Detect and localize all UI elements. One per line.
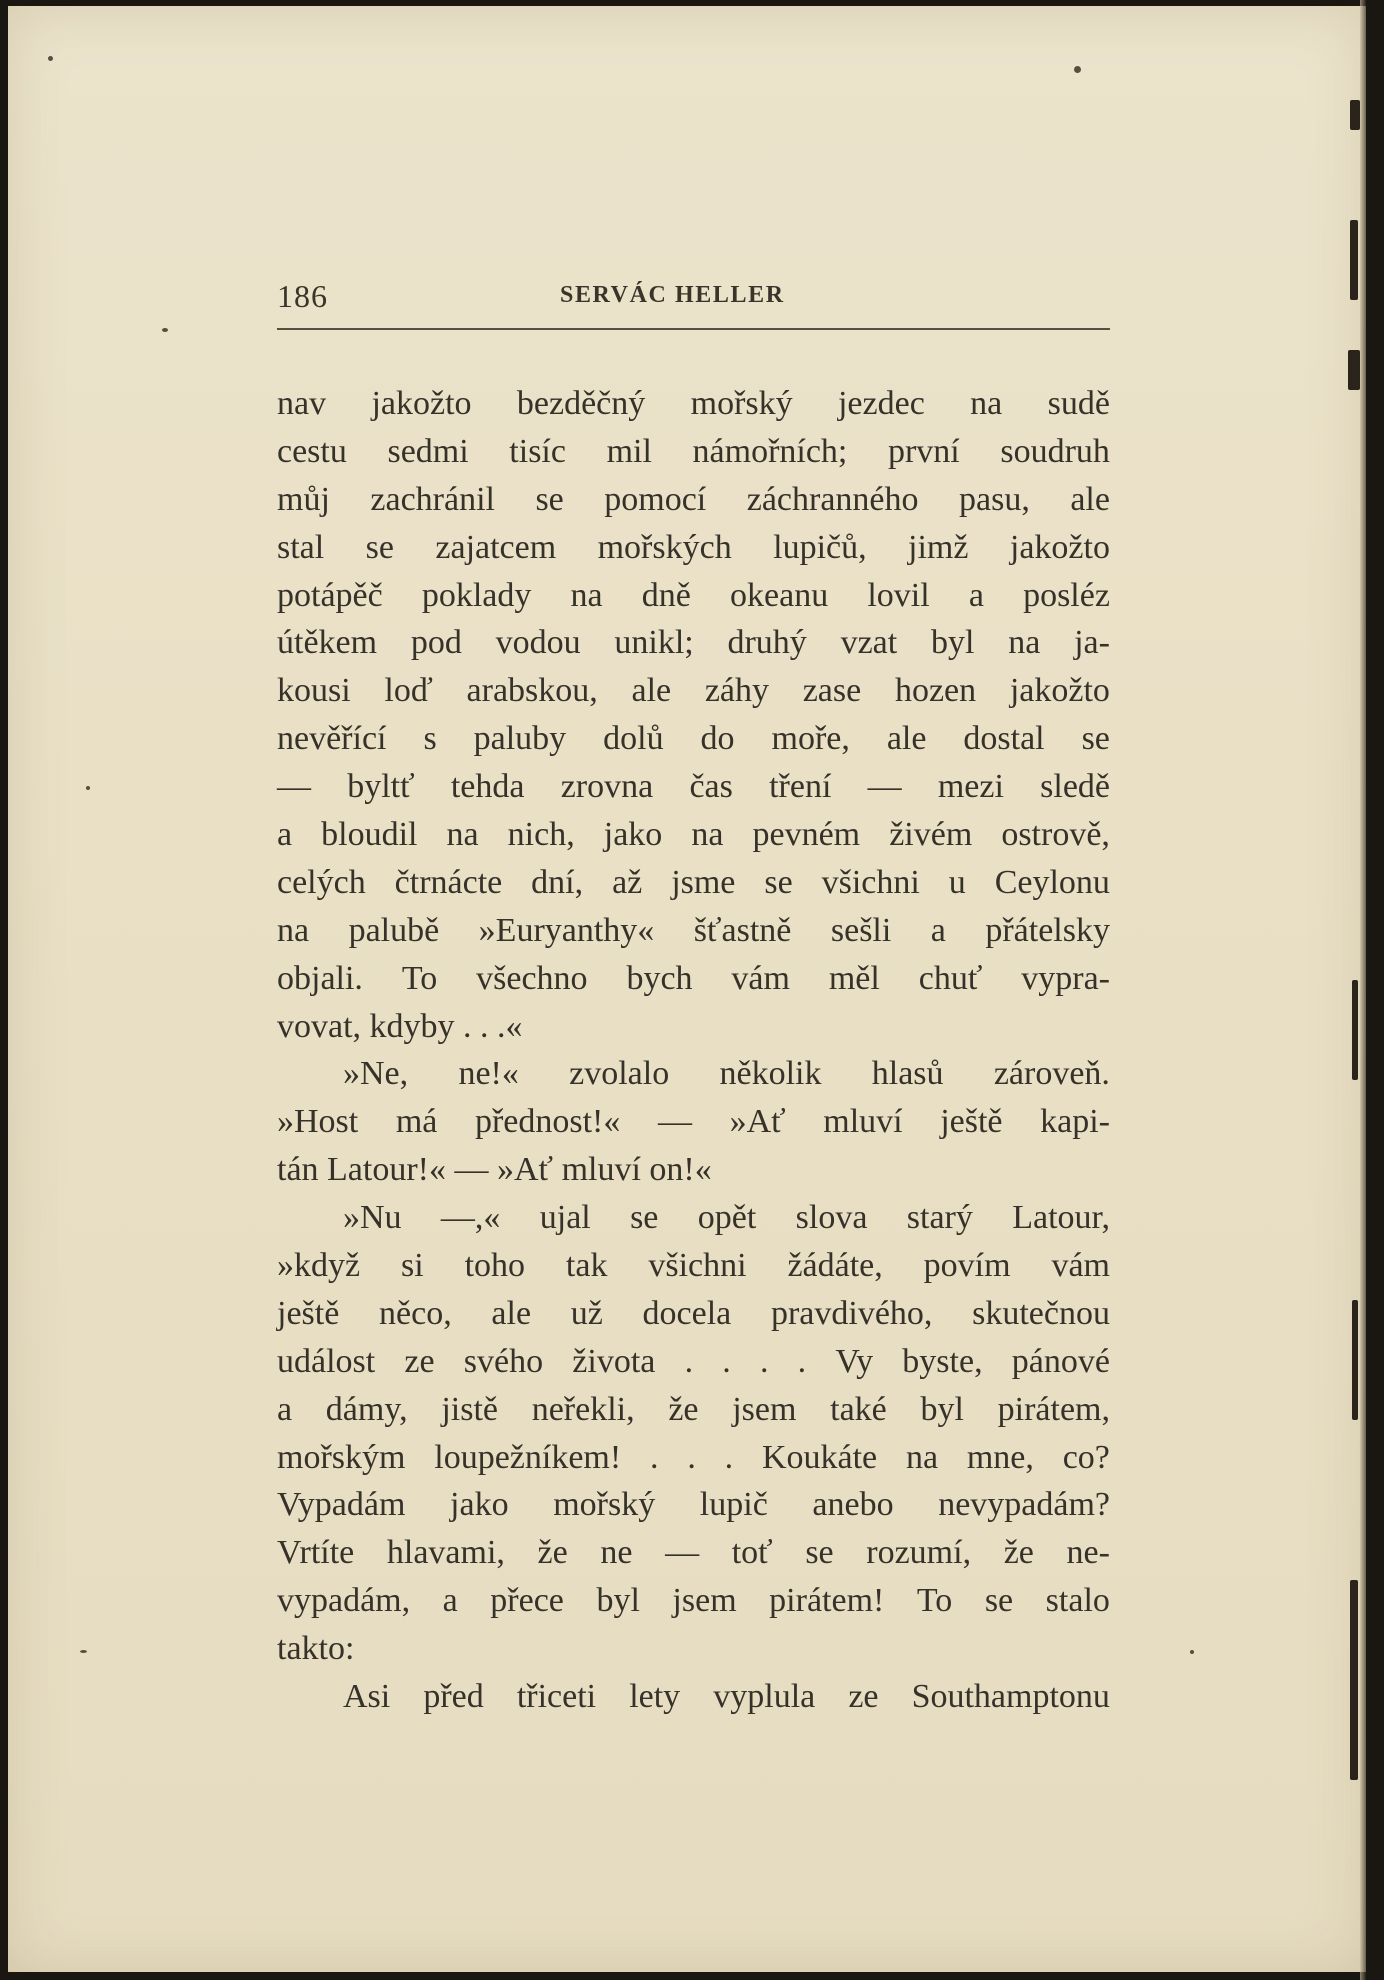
word: mluví	[823, 1103, 903, 1141]
word: objali.	[277, 959, 363, 997]
word: pirátem,	[997, 1390, 1110, 1428]
word: vám	[731, 959, 790, 997]
word: bloudil	[321, 816, 418, 854]
word: kapi-	[1040, 1103, 1110, 1141]
word: ujal	[539, 1199, 591, 1237]
word: »Euryanthy«	[478, 911, 655, 949]
text-line-content: tán Latour!« — »Ať mluví on!«	[277, 1151, 712, 1189]
word: Vy	[835, 1342, 874, 1380]
word: hlasů	[871, 1055, 944, 1093]
word: pod	[410, 624, 462, 662]
word: jako	[603, 816, 663, 854]
word: ze	[404, 1342, 435, 1380]
word: vypra-	[1021, 959, 1110, 997]
word: loď	[384, 672, 433, 710]
text-line	[277, 1338, 1110, 1386]
word: Vrtíte	[277, 1534, 355, 1572]
text-line	[277, 1098, 1110, 1146]
word: měl	[828, 959, 880, 997]
word: pánové	[1011, 1342, 1110, 1380]
text-line	[277, 1625, 1110, 1673]
text-line	[277, 667, 1110, 715]
word: má	[395, 1103, 438, 1141]
word: starý	[906, 1199, 973, 1237]
word: se	[805, 1534, 834, 1572]
word: —	[657, 1103, 692, 1141]
word: několik	[719, 1055, 822, 1093]
paper-speck	[80, 1650, 87, 1653]
word: až	[612, 863, 643, 901]
word: bych	[626, 959, 693, 997]
word: Vypadám	[277, 1486, 406, 1524]
text-line	[277, 1290, 1110, 1338]
text-line	[277, 763, 1110, 811]
word: To	[916, 1582, 953, 1620]
word: .	[722, 1342, 731, 1380]
word: všechno	[476, 959, 588, 997]
word: jakožto	[1009, 528, 1110, 566]
text-line	[277, 1386, 1110, 1434]
word: jsem	[672, 1582, 737, 1620]
paper-speck	[162, 328, 168, 332]
text-line	[277, 1577, 1110, 1625]
word: Latour,	[1012, 1199, 1110, 1237]
word: soudruh	[1000, 432, 1110, 470]
word: »Ne,	[343, 1055, 409, 1093]
word: na	[970, 385, 1003, 422]
word: .	[650, 1438, 659, 1476]
word: nevypadám?	[938, 1486, 1110, 1524]
word: ne!«	[458, 1055, 519, 1093]
word: »když	[277, 1247, 361, 1285]
binding-mark	[1350, 220, 1358, 300]
word: tisíc	[509, 432, 566, 470]
word: ostrově,	[1001, 816, 1110, 854]
paper-speck	[86, 786, 90, 790]
word: zvolalo	[569, 1055, 670, 1093]
word: svého	[463, 1342, 544, 1380]
word: všichni	[821, 863, 920, 901]
word: vyplula	[713, 1678, 816, 1716]
word: můj	[277, 480, 330, 518]
word: záchranného	[746, 480, 919, 518]
text-line	[277, 715, 1110, 763]
word: posléz	[1023, 576, 1110, 614]
word: paluby	[473, 720, 567, 758]
word: nav	[277, 385, 327, 422]
binding-mark	[1350, 100, 1360, 130]
word: —	[867, 768, 902, 806]
text-line-content: takto:	[277, 1630, 355, 1668]
word: stalo	[1045, 1582, 1110, 1620]
word: že	[1003, 1534, 1034, 1572]
word: nevěřící	[277, 720, 387, 758]
word: žádáte,	[787, 1247, 883, 1285]
word: mne,	[966, 1438, 1034, 1476]
word: mořský	[553, 1486, 656, 1524]
word: a	[277, 1390, 293, 1428]
word: jistě	[441, 1390, 499, 1428]
text-line	[277, 1003, 1110, 1051]
text-line	[277, 572, 1110, 620]
word: pevném	[752, 816, 861, 854]
word: byste,	[902, 1342, 983, 1380]
word: dostal	[963, 720, 1045, 758]
word: dně	[641, 576, 691, 614]
word: první	[887, 432, 960, 470]
word: rozumí,	[866, 1534, 972, 1572]
text-line	[277, 1050, 1110, 1098]
word: druhý	[727, 624, 807, 662]
word: vzat	[840, 624, 898, 662]
word: hozen	[894, 672, 977, 710]
word: lupič	[699, 1486, 768, 1524]
word: jsem	[732, 1390, 797, 1428]
word: —	[277, 768, 311, 806]
word: cestu	[277, 432, 347, 470]
word: všichni	[648, 1247, 747, 1285]
paper-speck	[48, 56, 53, 61]
word: na	[446, 816, 479, 854]
word: jako	[450, 1486, 509, 1524]
word: —,«	[440, 1199, 501, 1237]
text-line-content: vovat, kdyby . . .«	[277, 1007, 523, 1045]
word: událost	[277, 1342, 376, 1380]
text-line	[277, 955, 1110, 1003]
word: také	[830, 1390, 887, 1428]
word: jezdec	[837, 385, 925, 422]
word: se	[535, 480, 564, 518]
word: ze	[848, 1678, 879, 1716]
word: co?	[1062, 1438, 1110, 1476]
word: povím	[923, 1247, 1011, 1285]
body-text	[277, 380, 1110, 1721]
text-line	[277, 524, 1110, 572]
word: jimž	[908, 528, 969, 566]
word: anebo	[812, 1486, 894, 1524]
word: .	[684, 1342, 694, 1380]
binding-mark	[1352, 1300, 1358, 1420]
word: mil	[606, 432, 652, 470]
text-line	[277, 476, 1110, 524]
word: ne	[600, 1534, 633, 1572]
word: útěkem	[277, 624, 378, 662]
word: loupežníkem!	[434, 1438, 622, 1476]
word: už	[570, 1294, 603, 1332]
text-line	[277, 1146, 1110, 1194]
word: toť	[731, 1534, 773, 1572]
word: ne-	[1066, 1534, 1110, 1572]
word: mořských	[597, 528, 732, 566]
word: byl	[596, 1582, 640, 1620]
text-line	[277, 619, 1110, 667]
word: sudě	[1047, 385, 1110, 422]
word: se	[984, 1582, 1014, 1620]
text-line	[277, 428, 1110, 476]
word: zajatcem	[435, 528, 557, 566]
word: přátelsky	[985, 911, 1110, 949]
paper-speck	[1074, 66, 1081, 73]
word: na	[905, 1438, 939, 1476]
word: tehda	[450, 768, 525, 806]
word: tření	[769, 768, 832, 806]
word: »Ať	[729, 1103, 786, 1141]
word: dní,	[531, 863, 584, 901]
page-gutter	[1360, 0, 1366, 1980]
word: na	[277, 911, 310, 949]
word: arabskou,	[466, 672, 598, 710]
word: opět	[697, 1199, 757, 1237]
word: vám	[1051, 1247, 1110, 1285]
word: ja-	[1074, 624, 1110, 662]
word: do	[700, 720, 735, 758]
word: jakožto	[1009, 672, 1110, 710]
word: sedmi	[387, 432, 469, 470]
word: tak	[565, 1247, 608, 1285]
text-line	[277, 1434, 1110, 1482]
word: dámy,	[325, 1390, 408, 1428]
word: na	[1008, 624, 1041, 662]
word: jakožto	[371, 385, 472, 422]
word: že	[537, 1534, 568, 1572]
word: neřekli,	[531, 1390, 635, 1428]
text-line	[277, 1242, 1110, 1290]
word: byl	[930, 624, 975, 662]
word: vypadám,	[277, 1582, 411, 1620]
word: sešli	[830, 911, 892, 949]
word: kousi	[277, 672, 351, 710]
word: dolů	[603, 720, 664, 758]
word: námořních;	[692, 432, 848, 470]
word: slova	[795, 1199, 868, 1237]
word: Asi	[343, 1678, 391, 1716]
word: pomocí	[604, 480, 707, 518]
word: unikl;	[614, 624, 694, 662]
word: zase	[802, 672, 862, 710]
binding-mark	[1348, 350, 1360, 390]
word: okeanu	[730, 576, 829, 614]
word: a	[930, 911, 946, 949]
text-line	[277, 859, 1110, 907]
word: Southamptonu	[911, 1678, 1110, 1716]
word: u	[948, 863, 966, 901]
word: mezi	[937, 768, 1004, 806]
word: se	[630, 1199, 659, 1237]
word: přednost!«	[474, 1103, 621, 1141]
text-line	[277, 1194, 1110, 1242]
paper-speck	[1190, 1650, 1194, 1654]
word: docela	[642, 1294, 732, 1332]
word: přece	[490, 1582, 564, 1620]
word: celých	[277, 863, 366, 901]
word: byl	[920, 1390, 964, 1428]
word: potápěč	[277, 576, 383, 614]
text-line	[277, 1529, 1110, 1577]
word: hlavami,	[386, 1534, 505, 1572]
word: živém	[889, 816, 973, 854]
binding-mark	[1352, 980, 1358, 1080]
word: .	[687, 1438, 696, 1476]
word: byltť	[347, 768, 415, 806]
binding-mark	[1350, 1580, 1358, 1780]
word: chuť	[918, 959, 983, 997]
word: stal	[277, 528, 325, 566]
word: života	[572, 1342, 656, 1380]
header-rule	[277, 328, 1110, 330]
word: jsme	[671, 863, 736, 901]
text-line	[277, 811, 1110, 859]
word: ještě	[277, 1294, 340, 1332]
word: .	[797, 1342, 807, 1380]
word: s	[423, 720, 437, 758]
word: že	[668, 1390, 699, 1428]
text-line	[277, 380, 1110, 428]
word: čas	[689, 768, 733, 806]
word: zároveň.	[993, 1055, 1110, 1093]
word: sledě	[1040, 768, 1110, 806]
text-line	[277, 907, 1110, 955]
word: se	[365, 528, 394, 566]
word: ale	[631, 672, 672, 710]
word: .	[759, 1342, 769, 1380]
word: »Nu	[343, 1199, 402, 1237]
word: pirátem!	[769, 1582, 885, 1620]
word: ale	[886, 720, 927, 758]
word: zrovna	[560, 768, 654, 806]
page-number: 186	[277, 278, 328, 314]
word: na	[570, 576, 603, 614]
word: čtrnácte	[394, 863, 503, 901]
word: se	[1081, 720, 1110, 758]
word: pravdivého,	[770, 1294, 933, 1332]
word: a	[277, 816, 293, 854]
word: palubě	[348, 911, 440, 949]
word: ale	[491, 1294, 532, 1332]
word: zachránil	[370, 480, 495, 518]
word: bezděčný	[516, 385, 646, 422]
word: a	[442, 1582, 458, 1620]
word: ale	[1070, 480, 1110, 518]
word: záhy	[704, 672, 770, 710]
word: vodou	[495, 624, 581, 662]
word: něco,	[379, 1294, 452, 1332]
word: a	[968, 576, 984, 614]
word: lovil	[867, 576, 930, 614]
word: Ceylonu	[994, 863, 1110, 901]
word: moře,	[771, 720, 850, 758]
running-head-title: SERVÁC HELLER	[560, 282, 785, 308]
word: třiceti	[516, 1678, 597, 1716]
word: »Host	[277, 1103, 359, 1141]
word: lupičů,	[773, 528, 867, 566]
word: před	[423, 1678, 484, 1716]
word: na	[691, 816, 724, 854]
word: se	[764, 863, 793, 901]
word: šťastně	[693, 911, 792, 949]
word: —	[665, 1534, 700, 1572]
word: si	[400, 1247, 424, 1285]
word: toho	[464, 1247, 526, 1285]
text-line	[277, 1673, 1110, 1721]
text-line	[277, 1481, 1110, 1529]
word: poklady	[421, 576, 532, 614]
word: Koukáte	[761, 1438, 878, 1476]
word: lety	[629, 1678, 681, 1716]
word: pasu,	[959, 480, 1030, 518]
word: To	[401, 959, 438, 997]
word: mořský	[690, 385, 793, 422]
word: ještě	[940, 1103, 1003, 1141]
word: mořským	[277, 1438, 406, 1476]
word: .	[724, 1438, 734, 1476]
word: skutečnou	[972, 1294, 1110, 1332]
word: nich,	[507, 816, 575, 854]
